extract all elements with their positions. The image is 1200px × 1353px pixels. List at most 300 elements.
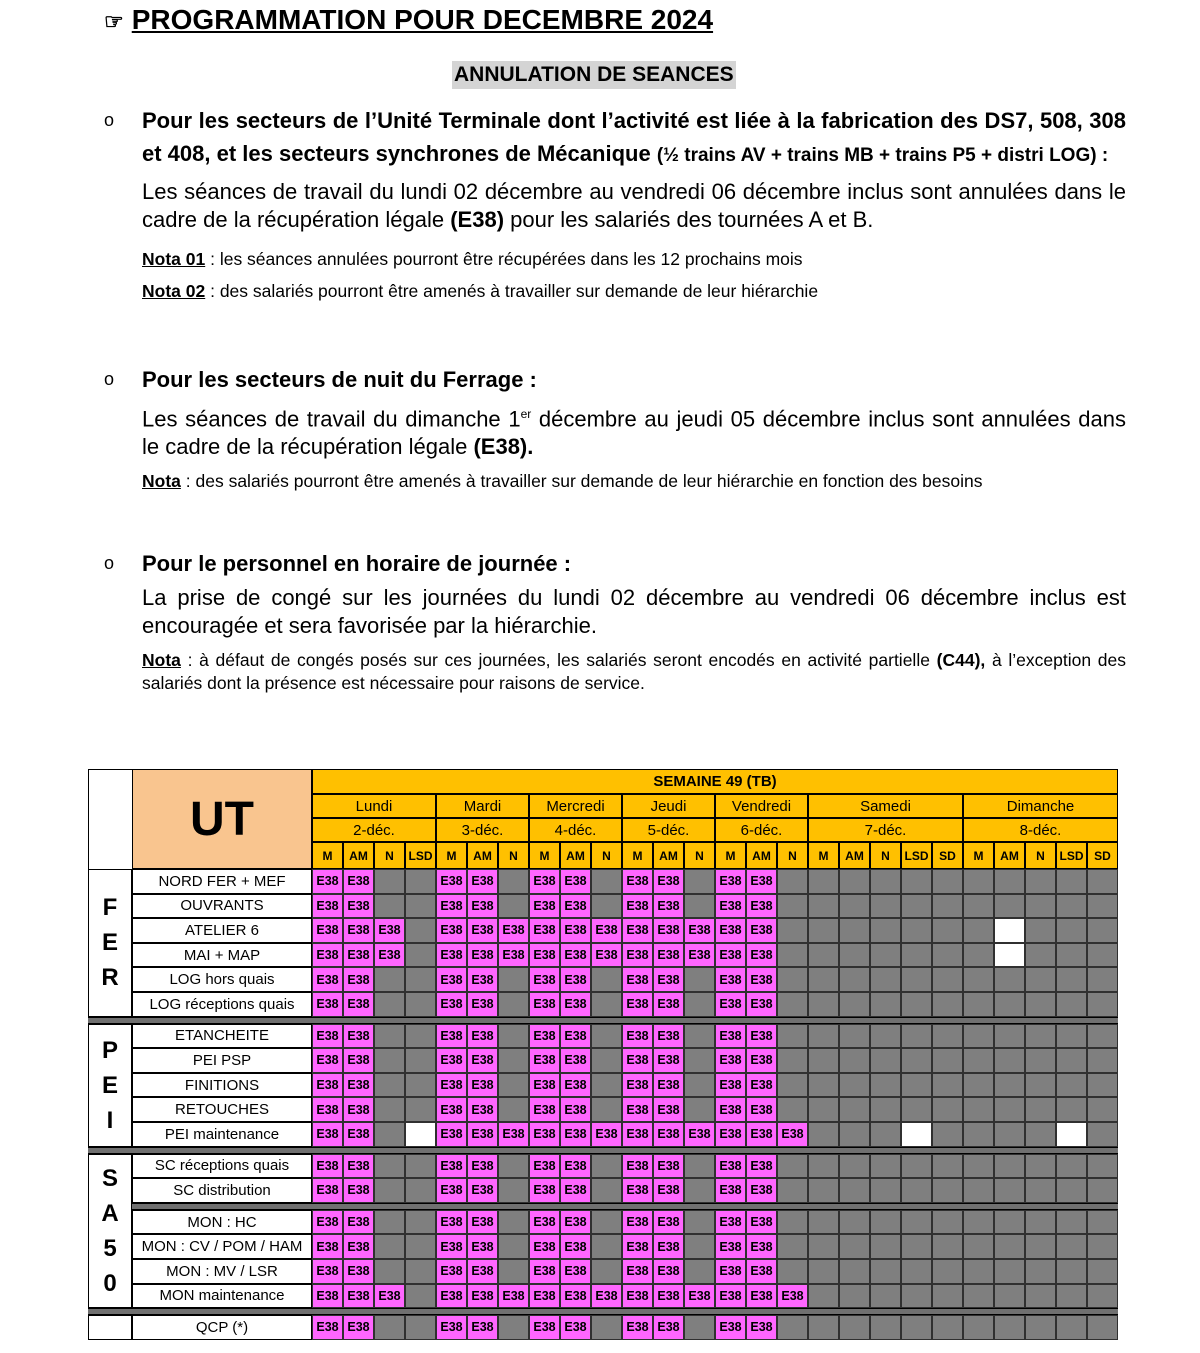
e38-cell: E38	[312, 1178, 343, 1203]
empty-cell	[963, 1024, 994, 1049]
e38-cell: E38	[529, 869, 560, 894]
empty-cell	[374, 869, 405, 894]
e38-cell: E38	[467, 1097, 498, 1122]
bullet: o	[104, 110, 115, 130]
empty-cell	[839, 1024, 870, 1049]
group-letter: 5	[103, 1234, 117, 1262]
empty-cell	[405, 1315, 436, 1340]
shift-header: M	[715, 842, 746, 869]
empty-cell	[901, 1048, 932, 1073]
empty-cell	[932, 1048, 963, 1073]
empty-cell	[591, 1073, 622, 1098]
empty-cell	[870, 894, 901, 919]
empty-cell	[777, 894, 808, 919]
e38-cell: E38	[560, 1284, 591, 1309]
empty-cell	[1025, 1210, 1056, 1235]
e38-cell: E38	[343, 894, 374, 919]
e38-cell: E38	[560, 1122, 591, 1147]
empty-cell	[932, 943, 963, 968]
empty-cell	[808, 1284, 839, 1309]
empty-cell	[498, 1024, 529, 1049]
e38-cell: E38	[498, 943, 529, 968]
empty-cell	[1025, 1122, 1056, 1147]
e38-cell: E38	[312, 1122, 343, 1147]
e38-cell: E38	[529, 1178, 560, 1203]
e38-cell: E38	[653, 1154, 684, 1179]
empty-cell	[1056, 1210, 1087, 1235]
empty-cell	[374, 1210, 405, 1235]
empty-cell	[994, 1122, 1025, 1147]
empty-cell	[932, 967, 963, 992]
empty-cell	[901, 1234, 932, 1259]
empty-cell	[901, 1284, 932, 1309]
group-separator	[88, 1308, 1118, 1315]
empty-cell	[1056, 1024, 1087, 1049]
e38-cell: E38	[622, 1284, 653, 1309]
e38-cell: E38	[374, 1284, 405, 1309]
row-label: FINITIONS	[132, 1073, 312, 1098]
empty-cell	[963, 1315, 994, 1340]
e38-cell: E38	[436, 1097, 467, 1122]
empty-cell	[777, 992, 808, 1017]
e38-cell: E38	[312, 1073, 343, 1098]
date-header: 8-déc.	[963, 818, 1118, 842]
e38-cell: E38	[746, 1024, 777, 1049]
empty-cell	[1056, 1097, 1087, 1122]
e38-cell: E38	[343, 1048, 374, 1073]
e38-cell: E38	[715, 992, 746, 1017]
e38-cell: E38	[591, 943, 622, 968]
e38-cell: E38	[529, 1097, 560, 1122]
empty-cell	[684, 1024, 715, 1049]
shift-header: N	[870, 842, 901, 869]
e38-cell: E38	[436, 992, 467, 1017]
empty-cell	[839, 1073, 870, 1098]
empty-cell	[839, 1048, 870, 1073]
empty-cell	[405, 1178, 436, 1203]
empty-cell	[1087, 943, 1118, 968]
e38-cell: E38	[653, 1234, 684, 1259]
e38-cell: E38	[622, 1234, 653, 1259]
e38-cell: E38	[467, 967, 498, 992]
e38-cell: E38	[529, 1122, 560, 1147]
e38-cell: E38	[343, 1178, 374, 1203]
group-label	[88, 1024, 132, 1147]
empty-cell	[777, 1259, 808, 1284]
empty-cell	[777, 1154, 808, 1179]
empty-cell	[932, 1122, 963, 1147]
e38-cell: E38	[653, 1122, 684, 1147]
empty-cell	[932, 1178, 963, 1203]
empty-cell	[932, 1097, 963, 1122]
empty-cell	[839, 918, 870, 943]
empty-cell	[901, 1259, 932, 1284]
e38-cell: E38	[529, 894, 560, 919]
e38-cell: E38	[746, 1097, 777, 1122]
empty-cell	[839, 1284, 870, 1309]
date-header: 3-déc.	[436, 818, 529, 842]
group-separator	[88, 1147, 1118, 1154]
empty-cell	[1025, 918, 1056, 943]
shift-header: N	[1025, 842, 1056, 869]
empty-cell	[870, 967, 901, 992]
e38-cell: E38	[436, 1073, 467, 1098]
empty-cell	[777, 1024, 808, 1049]
empty-cell	[777, 1073, 808, 1098]
shift-header: SD	[932, 842, 963, 869]
e38-cell: E38	[622, 1024, 653, 1049]
group-letter: R	[101, 964, 119, 992]
e38-cell: E38	[374, 943, 405, 968]
empty-cell	[1056, 992, 1087, 1017]
e38-cell: E38	[529, 1284, 560, 1309]
bullet: o	[104, 553, 115, 573]
e38-cell: E38	[746, 1315, 777, 1340]
empty-cell	[870, 1024, 901, 1049]
e38-cell: E38	[312, 869, 343, 894]
e38-cell: E38	[436, 943, 467, 968]
e38-cell: E38	[622, 1315, 653, 1340]
section-ut	[104, 104, 1126, 334]
week-header: SEMAINE 49 (TB)	[312, 769, 1118, 794]
section-text: La prise de congé sur les journées du lundi 02 décembre au vendredi 06 décembre inclus est encouragée et sera favorisée par la hiérarchie.	[142, 585, 1126, 638]
e38-cell: E38	[560, 1024, 591, 1049]
shift-header: M	[529, 842, 560, 869]
empty-cell	[994, 1024, 1025, 1049]
e38-cell: E38	[529, 992, 560, 1017]
empty-cell	[684, 1234, 715, 1259]
empty-cell	[684, 1154, 715, 1179]
empty-cell	[777, 1210, 808, 1235]
empty-cell	[963, 1234, 994, 1259]
empty-cell	[684, 894, 715, 919]
shift-header: M	[808, 842, 839, 869]
e38-cell: E38	[436, 918, 467, 943]
empty-cell	[901, 1210, 932, 1235]
group-letter: S	[101, 1164, 118, 1192]
e38-cell: E38	[436, 1259, 467, 1284]
schedule-table	[88, 769, 1111, 1345]
e38-cell: E38	[653, 1073, 684, 1098]
empty-cell	[808, 1097, 839, 1122]
subtitle: ANNULATION DE SEANCES	[452, 61, 736, 89]
e38-cell: E38	[312, 1154, 343, 1179]
empty-cell	[591, 869, 622, 894]
e38-cell: E38	[436, 1024, 467, 1049]
e38-cell: E38	[529, 1048, 560, 1073]
empty-cell	[932, 1154, 963, 1179]
e38-cell: E38	[529, 1024, 560, 1049]
e38-cell: E38	[560, 1097, 591, 1122]
e38-cell: E38	[529, 1210, 560, 1235]
empty-cell	[684, 869, 715, 894]
e38-cell: E38	[436, 1048, 467, 1073]
empty-cell	[994, 1048, 1025, 1073]
empty-cell	[808, 894, 839, 919]
empty-cell	[591, 1210, 622, 1235]
empty-cell	[591, 894, 622, 919]
empty-cell	[994, 943, 1025, 968]
empty-cell	[901, 1024, 932, 1049]
empty-cell	[1025, 1097, 1056, 1122]
e38-cell: E38	[312, 1024, 343, 1049]
e38-cell: E38	[312, 1048, 343, 1073]
e38-cell: E38	[653, 918, 684, 943]
empty-cell	[498, 1234, 529, 1259]
e38-cell: E38	[622, 1097, 653, 1122]
e38-cell: E38	[467, 1210, 498, 1235]
empty-cell	[405, 1154, 436, 1179]
empty-cell	[405, 918, 436, 943]
empty-cell	[901, 918, 932, 943]
e38-cell: E38	[591, 1122, 622, 1147]
empty-cell	[808, 943, 839, 968]
empty-cell	[1087, 992, 1118, 1017]
e38-cell: E38	[622, 1178, 653, 1203]
empty-cell	[684, 967, 715, 992]
day-header: Mercredi	[529, 794, 622, 818]
empty-cell	[963, 943, 994, 968]
empty-cell	[808, 1154, 839, 1179]
empty-cell	[839, 1234, 870, 1259]
section-heading: Pour les secteurs de l’Unité Terminale dont l’activité est liée à la fabrication des DS7, 508, 308 et 408, et les secteurs synchrones de Mécanique (½ trains AV + trains MB + trains P5 + distri LOG) :	[142, 108, 1126, 166]
shift-header: N	[684, 842, 715, 869]
shift-header: M	[963, 842, 994, 869]
day-header: Vendredi	[715, 794, 808, 818]
empty-cell	[498, 1073, 529, 1098]
e38-cell: E38	[467, 1259, 498, 1284]
empty-cell	[870, 1234, 901, 1259]
bullet: o	[104, 369, 115, 389]
e38-cell: E38	[343, 918, 374, 943]
empty-cell	[777, 1234, 808, 1259]
shift-header: AM	[653, 842, 684, 869]
e38-cell: E38	[622, 992, 653, 1017]
empty-cell	[932, 1073, 963, 1098]
e38-cell: E38	[560, 1154, 591, 1179]
empty-cell	[994, 869, 1025, 894]
empty-cell	[405, 1210, 436, 1235]
shift-header: M	[312, 842, 343, 869]
empty-cell	[839, 894, 870, 919]
empty-cell	[932, 1210, 963, 1235]
e38-cell: E38	[715, 1097, 746, 1122]
empty-cell	[901, 1073, 932, 1098]
e38-cell: E38	[653, 1048, 684, 1073]
empty-cell	[932, 992, 963, 1017]
empty-cell	[591, 1259, 622, 1284]
empty-cell	[994, 1284, 1025, 1309]
empty-cell	[1056, 1284, 1087, 1309]
empty-cell	[498, 992, 529, 1017]
empty-cell	[374, 1048, 405, 1073]
empty-cell	[870, 992, 901, 1017]
empty-cell	[839, 1097, 870, 1122]
e38-cell: E38	[343, 1315, 374, 1340]
e38-cell: E38	[653, 1097, 684, 1122]
e38-cell: E38	[436, 1122, 467, 1147]
empty-cell	[932, 918, 963, 943]
empty-cell	[994, 1154, 1025, 1179]
e38-cell: E38	[498, 1122, 529, 1147]
empty-cell	[591, 992, 622, 1017]
empty-cell	[1087, 1284, 1118, 1309]
row-separator	[132, 1203, 1118, 1210]
e38-cell: E38	[529, 1073, 560, 1098]
date-header: 4-déc.	[529, 818, 622, 842]
empty-cell	[963, 1122, 994, 1147]
empty-cell	[839, 1210, 870, 1235]
empty-cell	[591, 1024, 622, 1049]
e38-cell: E38	[622, 967, 653, 992]
group-letter: I	[106, 1106, 114, 1134]
empty-cell	[808, 967, 839, 992]
empty-cell	[498, 1178, 529, 1203]
e38-cell: E38	[653, 894, 684, 919]
row-label: LOG hors quais	[132, 967, 312, 992]
empty-cell	[405, 1097, 436, 1122]
empty-cell	[963, 967, 994, 992]
date-header: 7-déc.	[808, 818, 963, 842]
e38-cell: E38	[343, 1024, 374, 1049]
empty-cell	[1087, 1210, 1118, 1235]
row-label: QCP (*)	[132, 1315, 312, 1340]
empty-cell	[808, 992, 839, 1017]
e38-cell: E38	[746, 869, 777, 894]
empty-cell	[1025, 992, 1056, 1017]
empty-cell	[870, 918, 901, 943]
empty-cell	[839, 1178, 870, 1203]
e38-cell: E38	[653, 1315, 684, 1340]
empty-cell	[870, 1073, 901, 1098]
e38-cell: E38	[312, 1210, 343, 1235]
empty-cell	[498, 1048, 529, 1073]
empty-cell	[901, 1154, 932, 1179]
row-label: PEI PSP	[132, 1048, 312, 1073]
empty-cell	[1087, 1259, 1118, 1284]
empty-cell	[808, 1234, 839, 1259]
e38-cell: E38	[312, 1259, 343, 1284]
section-ferrage	[104, 363, 1126, 503]
e38-cell: E38	[560, 894, 591, 919]
empty-cell	[1087, 1154, 1118, 1179]
empty-cell	[684, 992, 715, 1017]
group-letter: E	[101, 1071, 118, 1099]
empty-cell	[901, 1178, 932, 1203]
empty-cell	[1056, 1315, 1087, 1340]
e38-cell: E38	[622, 1210, 653, 1235]
empty-cell	[405, 992, 436, 1017]
e38-cell: E38	[715, 1259, 746, 1284]
e38-cell: E38	[467, 1024, 498, 1049]
shift-header: N	[591, 842, 622, 869]
empty-cell	[777, 1097, 808, 1122]
e38-cell: E38	[746, 1048, 777, 1073]
e38-cell: E38	[343, 992, 374, 1017]
empty-cell	[684, 1210, 715, 1235]
e38-cell: E38	[746, 943, 777, 968]
shift-header: AM	[746, 842, 777, 869]
empty-cell	[1087, 894, 1118, 919]
e38-cell: E38	[467, 1284, 498, 1309]
empty-cell	[405, 1024, 436, 1049]
section-heading: Pour le personnel en horaire de journée :	[142, 551, 572, 576]
e38-cell: E38	[622, 869, 653, 894]
e38-cell: E38	[746, 918, 777, 943]
empty-cell	[1025, 869, 1056, 894]
empty-cell	[1087, 918, 1118, 943]
e38-cell: E38	[653, 992, 684, 1017]
empty-cell	[963, 894, 994, 919]
group-label	[88, 869, 132, 1017]
row-label: MON : MV / LSR	[132, 1259, 312, 1284]
empty-cell	[963, 1210, 994, 1235]
shift-header: LSD	[901, 842, 932, 869]
empty-cell	[591, 967, 622, 992]
empty-cell	[901, 992, 932, 1017]
row-label: ETANCHEITE	[132, 1024, 312, 1049]
empty-cell	[1056, 967, 1087, 992]
empty-cell	[839, 1154, 870, 1179]
e38-cell: E38	[715, 918, 746, 943]
e38-cell: E38	[653, 869, 684, 894]
e38-cell: E38	[529, 967, 560, 992]
nota: Nota : des salariés pourront être amenés à travailler sur demande de leur hiérarchie en fonction des besoins	[142, 471, 983, 492]
e38-cell: E38	[715, 1048, 746, 1073]
empty-cell	[870, 869, 901, 894]
empty-cell	[1025, 1178, 1056, 1203]
empty-cell	[1056, 918, 1087, 943]
e38-cell: E38	[343, 1122, 374, 1147]
e38-cell: E38	[622, 943, 653, 968]
empty-cell	[374, 1315, 405, 1340]
e38-cell: E38	[436, 967, 467, 992]
empty-cell	[1056, 1234, 1087, 1259]
e38-cell: E38	[343, 1284, 374, 1309]
e38-cell: E38	[560, 992, 591, 1017]
e38-cell: E38	[746, 1210, 777, 1235]
e38-cell: E38	[436, 869, 467, 894]
e38-cell: E38	[622, 1073, 653, 1098]
shift-header: N	[498, 842, 529, 869]
e38-cell: E38	[715, 1234, 746, 1259]
empty-cell	[839, 869, 870, 894]
empty-cell	[808, 1024, 839, 1049]
page-title	[104, 4, 713, 36]
e38-cell: E38	[746, 1284, 777, 1309]
empty-cell	[591, 1154, 622, 1179]
empty-cell	[405, 1284, 436, 1309]
empty-cell	[1025, 1154, 1056, 1179]
empty-cell	[870, 1284, 901, 1309]
empty-cell	[684, 1315, 715, 1340]
e38-cell: E38	[529, 1234, 560, 1259]
day-header: Lundi	[312, 794, 436, 818]
e38-cell: E38	[529, 1154, 560, 1179]
empty-cell	[932, 869, 963, 894]
empty-cell	[684, 1259, 715, 1284]
e38-cell: E38	[715, 1024, 746, 1049]
e38-cell: E38	[746, 894, 777, 919]
empty-cell	[405, 1073, 436, 1098]
e38-cell: E38	[312, 918, 343, 943]
e38-cell: E38	[746, 992, 777, 1017]
empty-cell	[1056, 1048, 1087, 1073]
e38-cell: E38	[436, 1210, 467, 1235]
row-label: MON : CV / POM / HAM	[132, 1234, 312, 1259]
empty-cell	[1025, 1259, 1056, 1284]
empty-cell	[994, 1178, 1025, 1203]
